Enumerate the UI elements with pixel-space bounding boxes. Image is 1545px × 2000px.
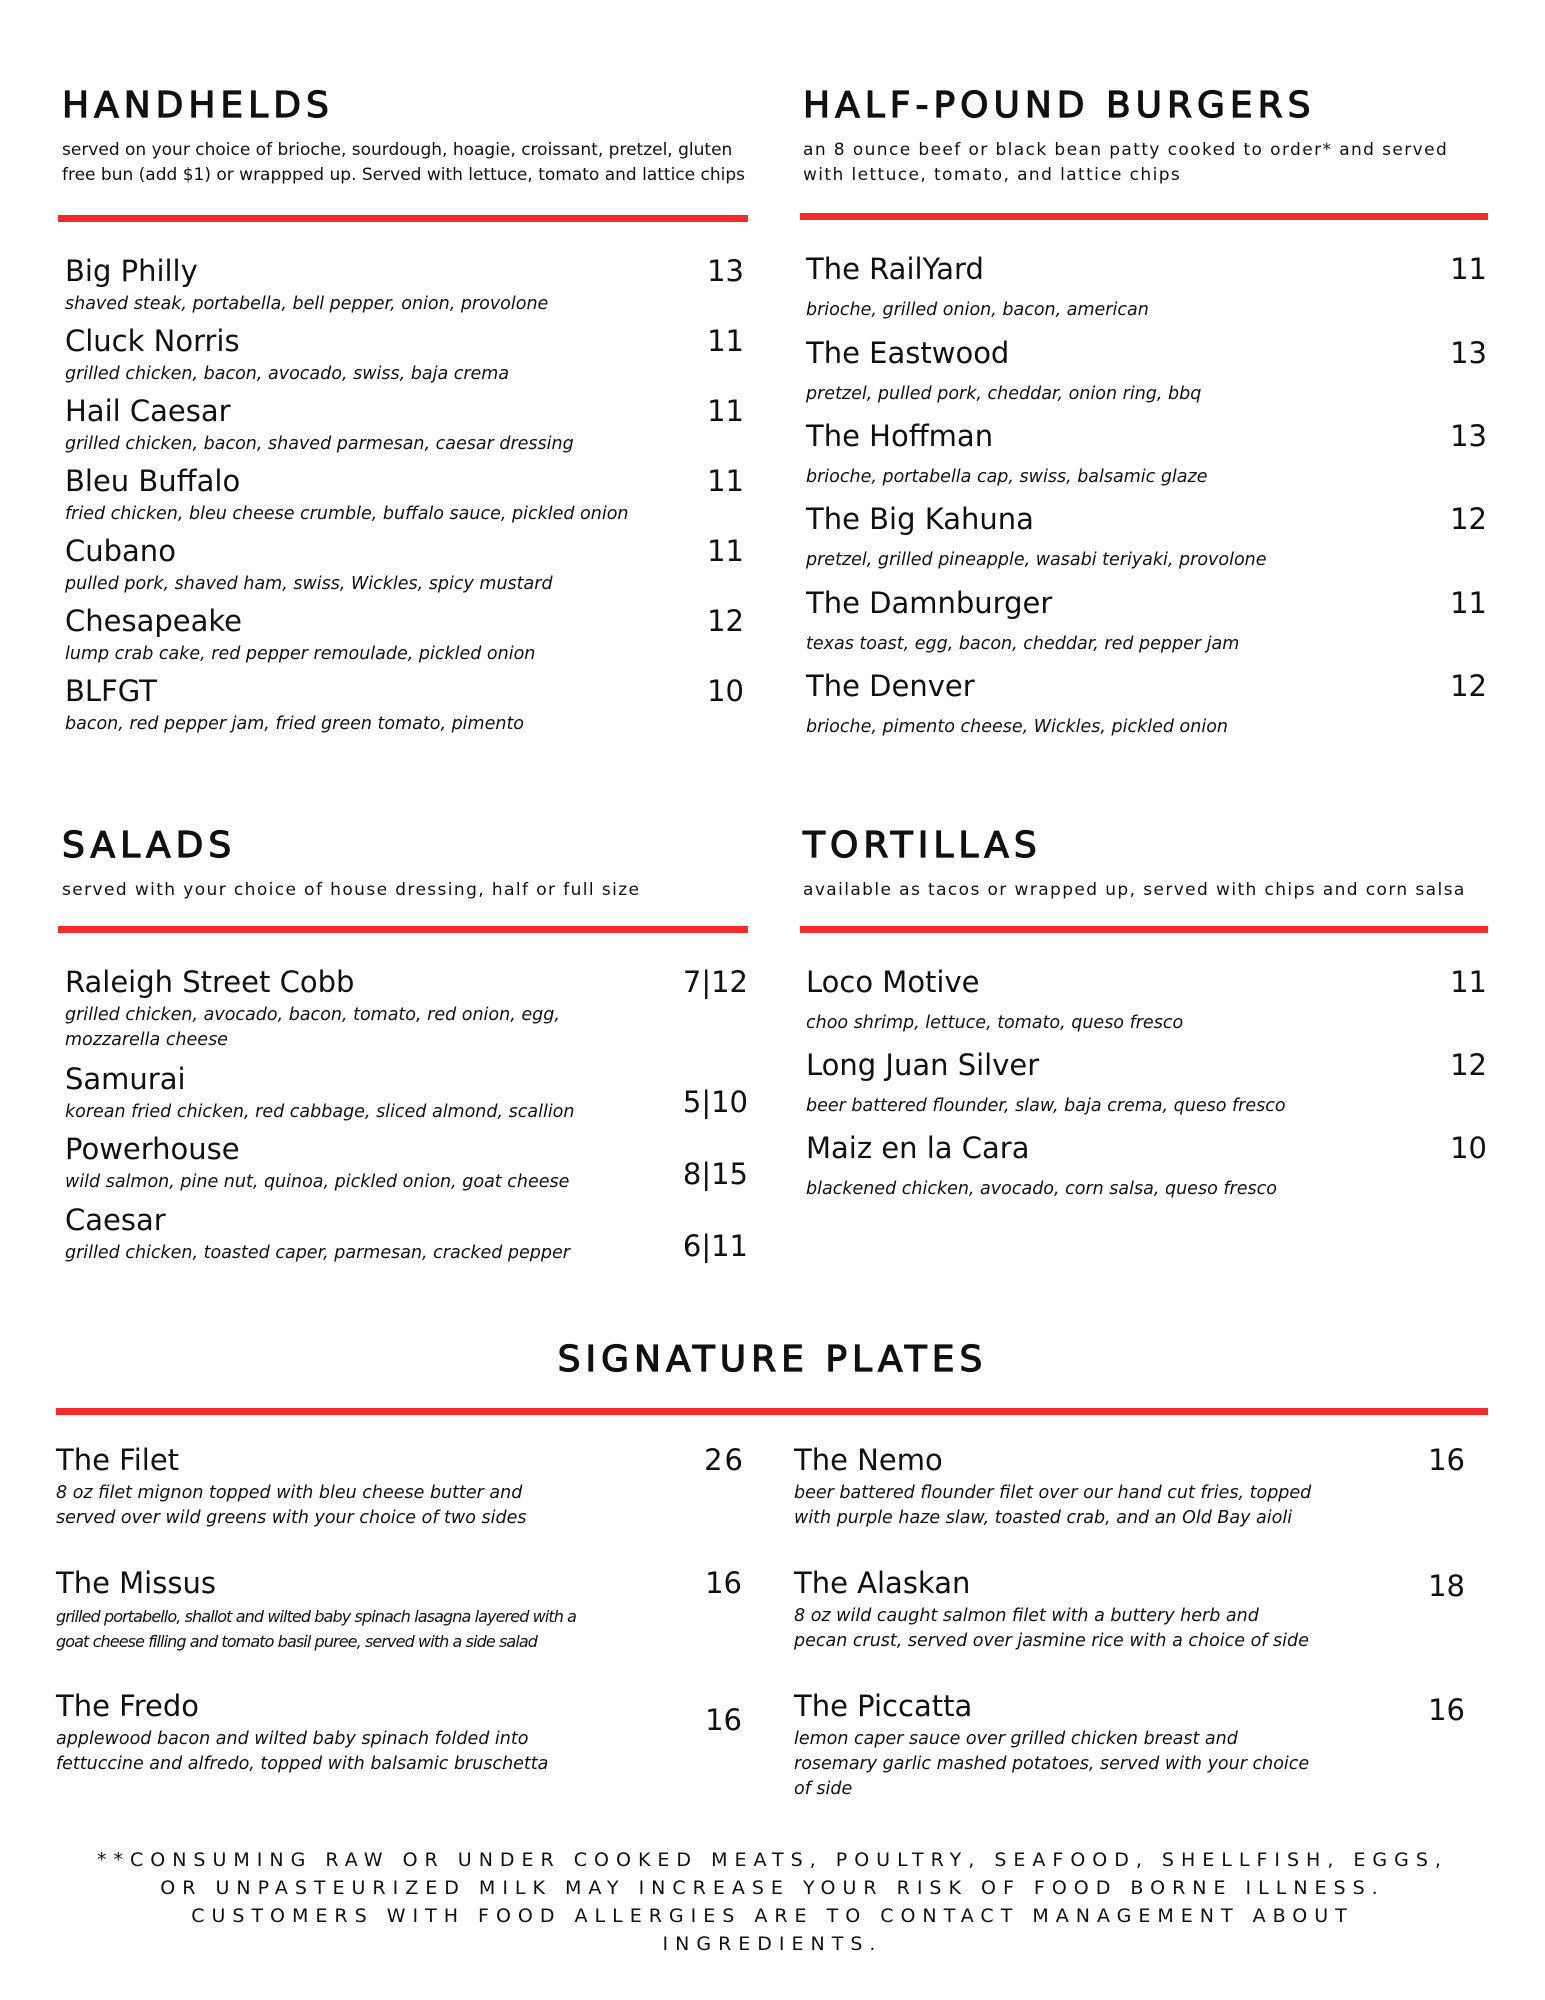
item-price: 10 <box>1450 1131 1487 1165</box>
signature-title: SIGNATURE PLATES <box>557 1339 988 1380</box>
item-price: 16 <box>705 1566 742 1600</box>
menu-item <box>65 674 685 737</box>
menu-item <box>806 1131 1406 1202</box>
item-name: Cubano <box>65 534 176 568</box>
item-name: The Missus <box>56 1566 216 1600</box>
salads-subtitle: served with your choice of house dressing, half or full size <box>62 880 641 900</box>
menu-item <box>65 1132 665 1195</box>
menu-item <box>794 1443 1334 1531</box>
item-desc: lump crab cake, red pepper remoulade, pickled onion <box>65 644 536 664</box>
menu-item <box>806 336 1406 407</box>
item-price: 12 <box>1450 502 1487 536</box>
item-desc: beer battered flounder filet over our hand cut fries, topped with purple haze slaw, toasted crab, and an Old Bay aioli <box>794 1483 1312 1528</box>
handhelds-header <box>62 85 747 188</box>
menu-item <box>806 502 1406 573</box>
item-name: Powerhouse <box>65 1132 240 1166</box>
item-desc: shaved steak, portabella, bell pepper, onion, provolone <box>65 294 549 314</box>
item-name: Long Juan Silver <box>806 1048 1040 1082</box>
item-desc: bacon, red pepper jam, fried green tomato, pimento <box>65 714 525 734</box>
food-safety-disclaimer: **CONSUMING RAW OR UNDER COOKED MEATS, POULTRY, SEAFOOD, SHELLFISH, EGGS, OR UNPASTEURIZED MILK MAY INCREASE YOUR RISK OF FOOD BORNE ILLNESS. CUSTOMERS WITH FOOD ALLERGIES ARE TO CONTACT MANAGEMENT ABOUT INGREDIENTS. <box>97 1849 1448 1955</box>
item-name: The Alaskan <box>794 1566 971 1600</box>
item-price: 11 <box>707 324 744 358</box>
item-name: Caesar <box>65 1203 166 1237</box>
burgers-title: HALF-POUND BURGERS <box>803 85 1316 126</box>
item-name: Hail Caesar <box>65 394 231 428</box>
item-price: 5|10 <box>682 1085 748 1119</box>
item-name: Samurai <box>65 1062 186 1096</box>
menu-item <box>65 324 685 387</box>
handhelds-subtitle: served on your choice of brioche, sourdough, hoagie, croissant, pretzel, gluten free bun (add $1) or wrappped up. Served with lettuce, tomato and lattice chips <box>62 140 745 185</box>
item-desc: pulled pork, shaved ham, swiss, Wickles, spicy mustard <box>65 574 553 594</box>
item-name: BLFGT <box>65 674 157 708</box>
item-price: 13 <box>1450 336 1487 370</box>
item-price: 11 <box>707 534 744 568</box>
menu-item <box>65 394 685 457</box>
item-price: 7|12 <box>682 965 748 999</box>
item-desc: grilled chicken, bacon, avocado, swiss, baja crema <box>65 364 510 384</box>
item-price: 11 <box>707 394 744 428</box>
menu-item <box>806 965 1406 1036</box>
menu-item <box>806 669 1406 740</box>
item-desc: 8 oz wild caught salmon filet with a buttery herb and pecan crust, served over jasmine rice with a choice of side <box>794 1606 1309 1651</box>
item-name: Loco Motive <box>806 965 980 999</box>
item-price: 13 <box>1450 419 1487 453</box>
item-name: The Nemo <box>794 1443 943 1477</box>
menu-item <box>56 1443 596 1531</box>
item-desc: applewood bacon and wilted baby spinach folded into fettuccine and alfredo, topped with balsamic bruschetta <box>56 1729 549 1774</box>
menu-item <box>65 604 685 667</box>
item-name: Bleu Buffalo <box>65 464 241 498</box>
item-name: The Denver <box>806 669 975 703</box>
item-desc: grilled chicken, toasted caper, parmesan, cracked pepper <box>65 1243 570 1263</box>
burgers-header <box>803 85 1493 188</box>
item-desc: fried chicken, bleu cheese crumble, buffalo sauce, pickled onion <box>65 504 629 524</box>
item-name: Chesapeake <box>65 604 242 638</box>
menu-item <box>806 1048 1406 1119</box>
item-price: 11 <box>707 464 744 498</box>
item-desc: lemon caper sauce over grilled chicken breast and rosemary garlic mashed potatoes, served with your choice of side <box>794 1729 1310 1799</box>
item-price: 11 <box>1450 252 1487 286</box>
tortillas-subtitle: available as tacos or wrapped up, served with chips and corn salsa <box>803 880 1466 900</box>
handhelds-divider <box>58 215 748 222</box>
item-desc: korean fried chicken, red cabbage, sliced almond, scallion <box>65 1102 575 1122</box>
menu-item <box>65 534 685 597</box>
item-price: 8|15 <box>682 1157 748 1191</box>
item-price: 13 <box>707 254 744 288</box>
menu-item <box>806 586 1406 657</box>
item-desc: brioche, portabella cap, swiss, balsamic glaze <box>806 467 1208 487</box>
item-price: 16 <box>1428 1443 1465 1477</box>
signature-divider <box>56 1408 1488 1415</box>
item-price: 12 <box>1450 669 1487 703</box>
item-desc: brioche, pimento cheese, Wickles, pickled onion <box>806 717 1229 737</box>
item-price: 18 <box>1428 1569 1465 1603</box>
item-name: The Big Kahuna <box>806 502 1034 536</box>
item-price: 16 <box>705 1703 742 1737</box>
menu-item <box>65 254 685 317</box>
item-name: The Filet <box>56 1443 180 1477</box>
handhelds-title: HANDHELDS <box>62 85 334 126</box>
tortillas-header <box>803 825 1493 903</box>
item-price: 12 <box>1450 1048 1487 1082</box>
item-price: 12 <box>707 604 744 638</box>
item-desc: 8 oz filet mignon topped with bleu cheese butter and served over wild greens with your choice of two sides <box>56 1483 527 1528</box>
item-name: The Damnburger <box>806 586 1053 620</box>
item-name: The RailYard <box>806 252 984 286</box>
item-name: The Hoffman <box>806 419 994 453</box>
item-desc: pretzel, pulled pork, cheddar, onion ring, bbq <box>806 384 1202 404</box>
menu-item <box>65 464 685 527</box>
burgers-subtitle: an 8 ounce beef or black bean patty cooked to order* and served with lettuce, tomato, and lattice chips <box>803 140 1449 185</box>
item-desc: blackened chicken, avocado, corn salsa, queso fresco <box>806 1179 1277 1199</box>
burgers-divider <box>800 213 1488 220</box>
menu-item <box>794 1566 1334 1654</box>
item-price: 11 <box>1450 965 1487 999</box>
item-desc: beer battered flounder, slaw, baja crema, queso fresco <box>806 1096 1286 1116</box>
item-desc: wild salmon, pine nut, quinoa, pickled onion, goat cheese <box>65 1172 570 1192</box>
menu-item <box>65 965 625 1053</box>
item-desc: grilled chicken, bacon, shaved parmesan, caesar dressing <box>65 434 574 454</box>
item-name: The Piccatta <box>794 1689 973 1723</box>
menu-item <box>65 1062 665 1125</box>
item-name: Raleigh Street Cobb <box>65 965 355 999</box>
tortillas-title: TORTILLAS <box>803 825 1042 866</box>
menu-item <box>806 419 1406 490</box>
salads-divider <box>58 926 748 933</box>
item-price: 16 <box>1428 1693 1465 1727</box>
item-price: 10 <box>707 674 744 708</box>
item-price: 6|11 <box>682 1229 748 1263</box>
item-price: 26 <box>704 1443 745 1477</box>
salads-title: SALADS <box>62 825 237 866</box>
tortillas-divider <box>800 926 1488 933</box>
menu-item <box>794 1689 1334 1802</box>
item-name: The Fredo <box>56 1689 200 1723</box>
item-desc: pretzel, grilled pineapple, wasabi teriyaki, provolone <box>806 550 1267 570</box>
menu-item <box>56 1566 616 1654</box>
item-desc: grilled portabello, shallot and wilted baby spinach lasagna layered with a goat cheese filling and tomato basil puree, served with a side salad <box>56 1607 577 1651</box>
item-name: Big Philly <box>65 254 198 288</box>
item-desc: texas toast, egg, bacon, cheddar, red pepper jam <box>806 634 1240 654</box>
item-desc: grilled chicken, avocado, bacon, tomato, red onion, egg, mozzarella cheese <box>65 1005 560 1050</box>
item-price: 11 <box>1450 586 1487 620</box>
menu-item <box>806 252 1406 323</box>
menu-item <box>56 1689 596 1777</box>
salads-header <box>62 825 752 903</box>
item-name: Maiz en la Cara <box>806 1131 1030 1165</box>
item-name: The Eastwood <box>806 336 1010 370</box>
item-name: Cluck Norris <box>65 324 240 358</box>
item-desc: choo shrimp, lettuce, tomato, queso fresco <box>806 1013 1184 1033</box>
item-desc: brioche, grilled onion, bacon, american <box>806 300 1149 320</box>
menu-item <box>65 1203 665 1266</box>
